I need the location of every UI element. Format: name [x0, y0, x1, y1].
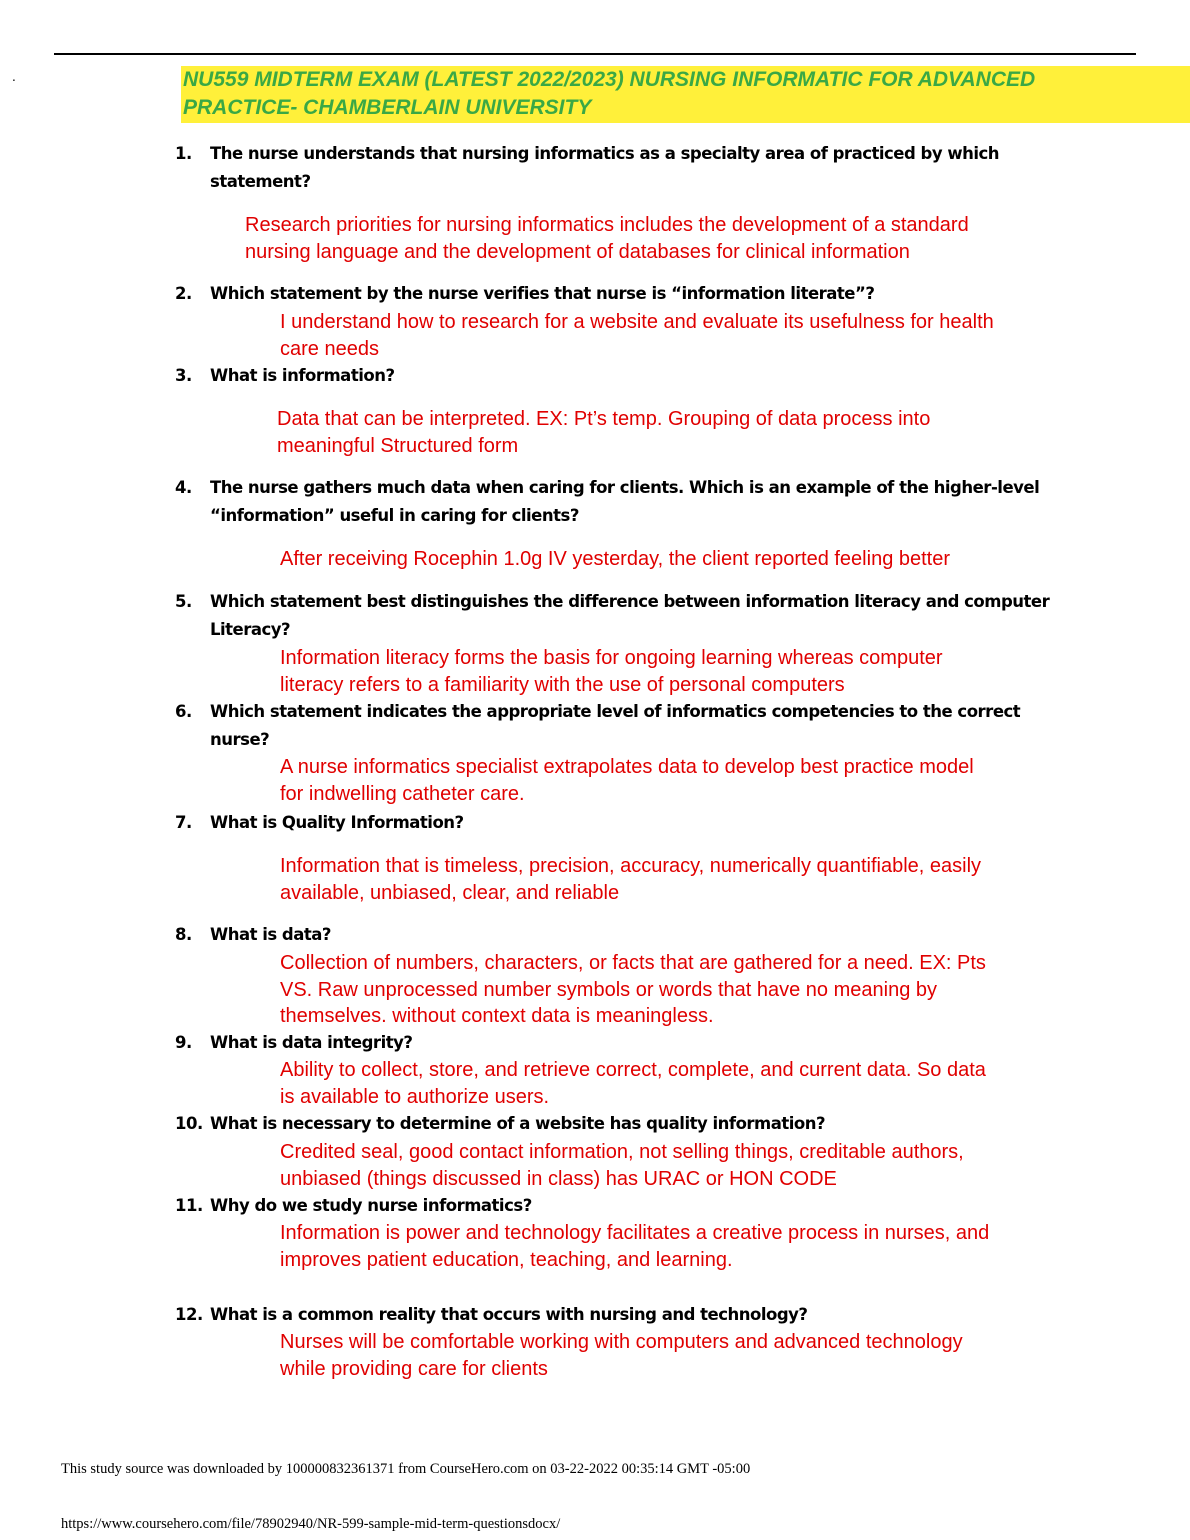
title-line-1: NU559 MIDTERM EXAM (LATEST 2022/2023) NURSING INFORMATIC FOR ADVANCED: [183, 68, 1036, 91]
question-number: 6.: [175, 702, 192, 721]
question-text: “information” useful in caring for clients?: [210, 506, 579, 525]
question-text: The nurse gathers much data when caring for clients. Which is an example of the higher-level: [210, 478, 1040, 497]
question-number: 8.: [175, 925, 192, 944]
question-number: 4.: [175, 478, 192, 497]
question-text: Why do we study nurse informatics?: [210, 1196, 532, 1215]
question-text: Which statement best distinguishes the difference between information literacy and computer: [210, 592, 1050, 611]
question-text: Which statement indicates the appropriate level of informatics competencies to the correct: [210, 702, 1021, 721]
question-text: What is necessary to determine of a website has quality information?: [210, 1114, 826, 1133]
question-text: What is information?: [210, 366, 395, 385]
answer-6: A nurse informatics specialist extrapolates data to develop best practice model for indwelling catheter care.: [280, 756, 974, 805]
question-text: nurse?: [210, 730, 270, 749]
question-text: Which statement by the nurse verifies that nurse is “information literate”?: [210, 284, 875, 303]
question-number: 7.: [175, 813, 192, 832]
question-text: statement?: [210, 172, 311, 191]
document-title: [181, 66, 1190, 123]
answer-1: Research priorities for nursing informatics includes the development of a standard nursing language and the development of databases for clinical information: [245, 214, 969, 263]
question-number: 12.: [175, 1305, 203, 1324]
answer-11: Information is power and technology facilitates a creative process in nurses, and improves patient education, teaching, and learning.: [280, 1222, 990, 1271]
question-text: Literacy?: [210, 620, 291, 639]
answer-2: I understand how to research for a website and evaluate its usefulness for health care needs: [280, 311, 994, 360]
question-number: 9.: [175, 1033, 192, 1052]
question-text: What is Quality Information?: [210, 813, 464, 832]
answer-4: After receiving Rocephin 1.0g IV yesterday, the client reported feeling better: [280, 548, 951, 570]
source-url-link[interactable]: https://www.coursehero.com/file/78902940/NR-599-sample-mid-term-questionsdocx/: [61, 1516, 561, 1532]
answer-8: Collection of numbers, characters, or facts that are gathered for a need. EX: Pts VS. Raw unprocessed number symbols or words that have no meaning by themselves. without context data is meaningless.: [280, 952, 986, 1027]
question-number: 2.: [175, 284, 192, 303]
question-number: 5.: [175, 592, 192, 611]
question-text: What is data integrity?: [210, 1033, 413, 1052]
answer-12: Nurses will be comfortable working with computers and advanced technology while providing care for clients: [280, 1331, 963, 1380]
question-number: 10.: [175, 1114, 203, 1133]
question-number: 3.: [175, 366, 192, 385]
question-text: The nurse understands that nursing informatics as a specialty area of practiced by which: [210, 144, 1000, 163]
top-rule: [54, 53, 1136, 55]
download-notice: This study source was downloaded by 100000832361371 from CourseHero.com on 03-22-2022 00:35:14 GMT -05:00: [61, 1461, 751, 1477]
question-number: 11.: [175, 1196, 203, 1215]
question-text: What is a common reality that occurs with nursing and technology?: [210, 1305, 808, 1324]
answer-10: Credited seal, good contact information, not selling things, creditable authors, unbiased (things discussed in class) has URAC or HON CODE: [280, 1141, 964, 1190]
page-marker: .: [12, 70, 16, 84]
answer-5: Information literacy forms the basis for ongoing learning whereas computer literacy refers to a familiarity with the use of personal computers: [280, 647, 943, 696]
question-text: What is data?: [210, 925, 331, 944]
question-number: 1.: [175, 144, 192, 163]
answer-9: Ability to collect, store, and retrieve correct, complete, and current data. So data is available to authorize users.: [280, 1059, 986, 1108]
title-line-2: PRACTICE- CHAMBERLAIN UNIVERSITY: [183, 96, 592, 119]
answer-3: Data that can be interpreted. EX: Pt’s temp. Grouping of data process into meaningful Structured form: [277, 408, 931, 457]
answer-7: Information that is timeless, precision, accuracy, numerically quantifiable, easily available, unbiased, clear, and reliable: [280, 855, 982, 904]
